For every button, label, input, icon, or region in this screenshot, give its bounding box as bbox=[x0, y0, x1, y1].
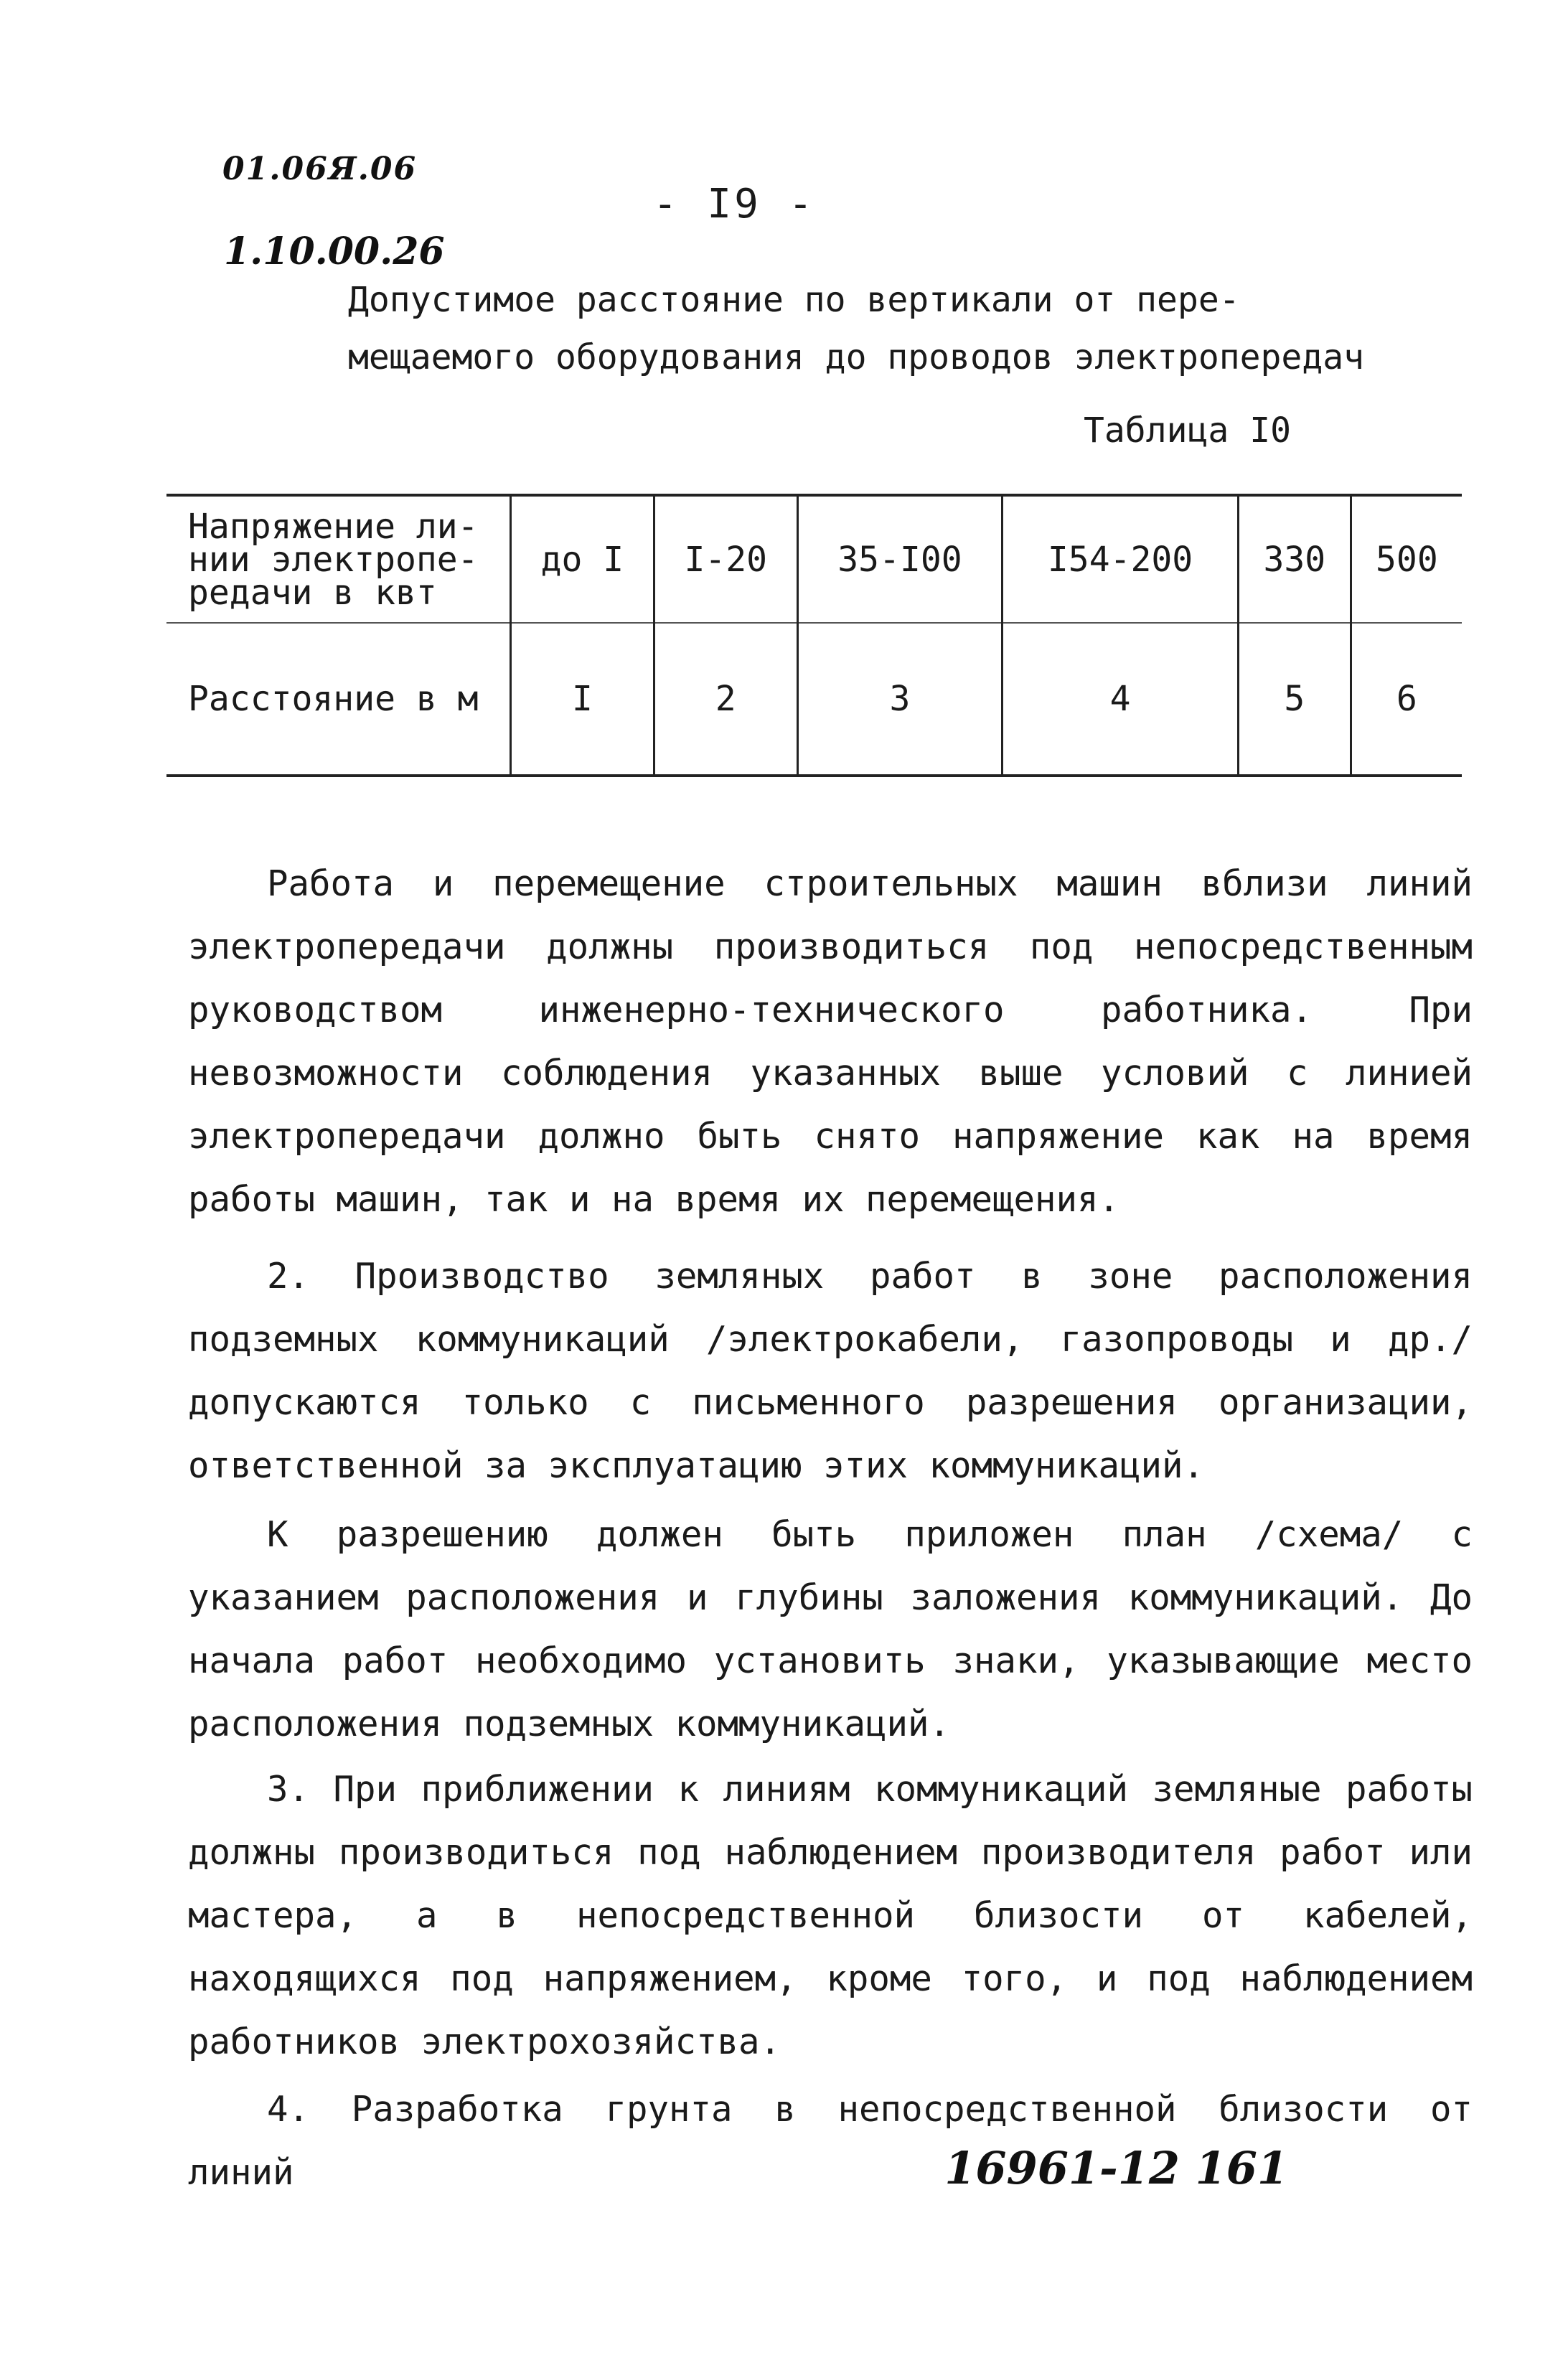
paragraph-excavation: 4. Разработка грунта в непосредственной близости от линий bbox=[188, 2089, 1473, 2193]
table-cell: I54-200 bbox=[1003, 495, 1239, 623]
voltage-distance-table bbox=[166, 494, 1462, 777]
row-header-voltage: Напряжение ли- нии электропе- редачи в квт bbox=[166, 495, 511, 623]
table-cell: 35-I00 bbox=[797, 495, 1003, 623]
table-cell: 330 bbox=[1238, 495, 1351, 623]
table-cell: 500 bbox=[1351, 495, 1462, 623]
paragraph-earthworks: 2. Производство земляных работ в зоне расположения подземных коммуникаций /электрокабели, газопроводы и др./ допускаются только с письменного разрешения организации, ответственной за эксплуатацию этих коммуникаций. bbox=[188, 1256, 1473, 1486]
table-cell: I bbox=[511, 623, 654, 776]
table-title bbox=[348, 271, 1424, 386]
table-row-distance bbox=[166, 623, 1462, 776]
table-cell: I-20 bbox=[654, 495, 797, 623]
row-header-distance: Расстояние в м bbox=[166, 623, 511, 776]
paragraph-supervision: 3. При приближении к линиям коммуникаций земляные работы должны производиться под наблюдением производителя работ или мастера, а в непосредственной близости от кабелей, находящихся под напряжением, кроме того, и под наблюдением работников электрохозяйства. bbox=[188, 1769, 1473, 2062]
handwritten-footer-code: 16961-12 161 bbox=[944, 2142, 1288, 2194]
table-title-line-1: Допустимое расстояние по вертикали от пере- bbox=[348, 280, 1240, 320]
table-cell: 4 bbox=[1003, 623, 1239, 776]
table-cell: до I bbox=[511, 495, 654, 623]
handwritten-code-second: 1.10.00.26 bbox=[224, 230, 445, 273]
table-cell: 3 bbox=[797, 623, 1003, 776]
table-label: Таблица I0 bbox=[1084, 410, 1291, 451]
table-cell: 6 bbox=[1351, 623, 1462, 776]
handwritten-code-top: 01.06Я.06 bbox=[222, 151, 418, 187]
table-row-voltage bbox=[166, 495, 1462, 623]
table-cell: 2 bbox=[654, 623, 797, 776]
paragraph-permit-plan: К разрешению должен быть приложен план /схема/ с указанием расположения и глубины заложения коммуникаций. До начала работ необходимо установить знаки, указывающие место расположения подземных коммуникаций. bbox=[188, 1514, 1473, 1744]
page-number: - I9 - bbox=[653, 181, 816, 227]
paragraph-machines: Работа и перемещение строительных машин вблизи линий электропередачи должны производиться под непосредственным руководством инженерно-технического работника. При невозможности соблюдения указанных выше условий с линией электропередачи должно быть снято напряжение как на время работы машин, так и на время их перемещения. bbox=[188, 863, 1473, 1220]
table-title-line-2: мещаемого оборудования до проводов электропередач bbox=[348, 337, 1365, 377]
table-cell: 5 bbox=[1238, 623, 1351, 776]
